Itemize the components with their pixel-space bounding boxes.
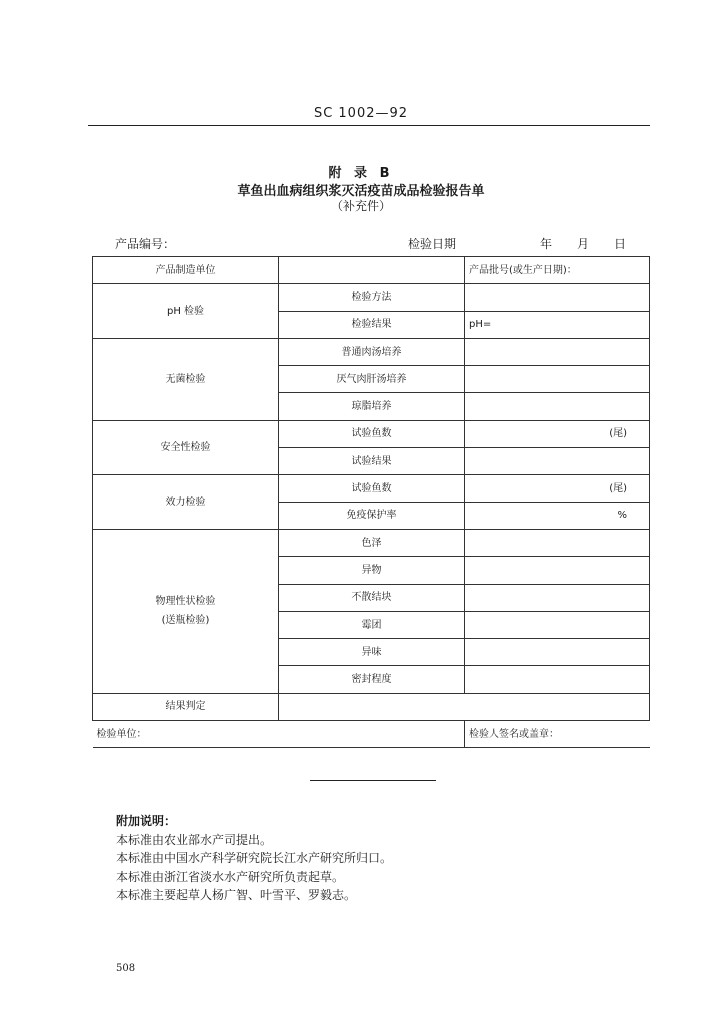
standard-code: SC 1002—92 (313, 106, 409, 121)
potency-fish-count-field[interactable]: (尾) (465, 475, 650, 502)
note-line: 本标准由浙江省淡水水产研究所负责起草。 (116, 869, 345, 884)
lumps-field[interactable] (465, 584, 650, 611)
batch-number-field[interactable]: 产品批号(或生产日期)： (465, 257, 650, 284)
anaerobic-culture-field[interactable] (465, 366, 650, 393)
seal-field[interactable] (465, 666, 650, 693)
document-title: 草鱼出血病组织浆灭活疫苗成品检验报告单 (237, 184, 485, 199)
table-row (93, 338, 650, 365)
anaerobic-culture-label: 厌气肉肝汤培养 (279, 366, 465, 393)
ph-method-field[interactable] (465, 284, 650, 311)
physical-test-group (93, 529, 279, 693)
document-subtitle: （补充件） (330, 199, 391, 213)
lumps-label: 不散结块 (279, 584, 465, 611)
ph-result-field[interactable]: pH= (465, 311, 650, 338)
year-label: 年 (540, 237, 553, 251)
conclusion-field[interactable] (279, 693, 650, 720)
conclusion-label: 结果判定 (93, 693, 279, 720)
potency-test-group: 效力检验 (93, 475, 279, 530)
appendix-label: 附 录 B (328, 166, 394, 181)
table-row (93, 284, 650, 311)
agar-culture-label: 琼脂培养 (279, 393, 465, 420)
color-field[interactable] (465, 529, 650, 556)
table-row (93, 529, 650, 556)
inspection-date-label: 检验日期 (408, 237, 457, 251)
ph-test-group: pH 检验 (93, 284, 279, 339)
ph-result-label: 检验结果 (279, 311, 465, 338)
protection-rate-label: 免疫保护率 (279, 502, 465, 529)
safety-result-field[interactable] (465, 448, 650, 475)
safety-fish-count-label: 试验鱼数 (279, 420, 465, 447)
mold-label: 霉团 (279, 611, 465, 638)
safety-test-group: 安全性检验 (93, 420, 279, 475)
physical-test-note: (送瓶检验) (161, 615, 210, 627)
table-row (93, 693, 650, 720)
product-number-label: 产品编号： (115, 237, 176, 251)
table-row (93, 721, 650, 748)
protection-rate-field[interactable]: % (465, 502, 650, 529)
sterility-test-group: 无菌检验 (93, 338, 279, 420)
foreign-matter-label: 异物 (279, 557, 465, 584)
end-rule (310, 780, 436, 781)
inspection-report-table (92, 256, 650, 748)
broth-culture-field[interactable] (465, 338, 650, 365)
odor-field[interactable] (465, 639, 650, 666)
safety-result-label: 试验结果 (279, 448, 465, 475)
note-line: 本标准主要起草人杨广智、叶雪平、罗毅志。 (116, 888, 357, 902)
odor-label: 异味 (279, 639, 465, 666)
foreign-matter-field[interactable] (465, 557, 650, 584)
agar-culture-field[interactable] (465, 393, 650, 420)
day-label: 日 (614, 237, 627, 251)
potency-fish-count-label: 试验鱼数 (279, 475, 465, 502)
month-label: 月 (577, 237, 590, 251)
notes-title: 附加说明： (116, 814, 177, 828)
manufacturer-field[interactable] (279, 257, 465, 284)
inspector-signature-field[interactable]: 检验人签名或盖章： (465, 721, 650, 748)
physical-test-label: 物理性状检验 (155, 596, 216, 608)
color-label: 色泽 (279, 529, 465, 556)
additional-notes (116, 812, 392, 905)
broth-culture-label: 普通肉汤培养 (279, 338, 465, 365)
table-row (93, 257, 650, 284)
safety-fish-count-field[interactable]: (尾) (465, 420, 650, 447)
table-row (93, 420, 650, 447)
table-row (93, 475, 650, 502)
page-number: 508 (116, 963, 136, 974)
note-line: 本标准由农业部水产司提出。 (116, 832, 273, 847)
mold-field[interactable] (465, 611, 650, 638)
seal-label: 密封程度 (279, 666, 465, 693)
manufacturer-label: 产品制造单位 (93, 257, 279, 284)
note-line: 本标准由中国水产科学研究院长江水产研究所归口。 (116, 851, 393, 865)
ph-method-label: 检验方法 (279, 284, 465, 311)
inspection-unit-field[interactable]: 检验单位： (93, 721, 465, 748)
header-rule (88, 125, 650, 126)
